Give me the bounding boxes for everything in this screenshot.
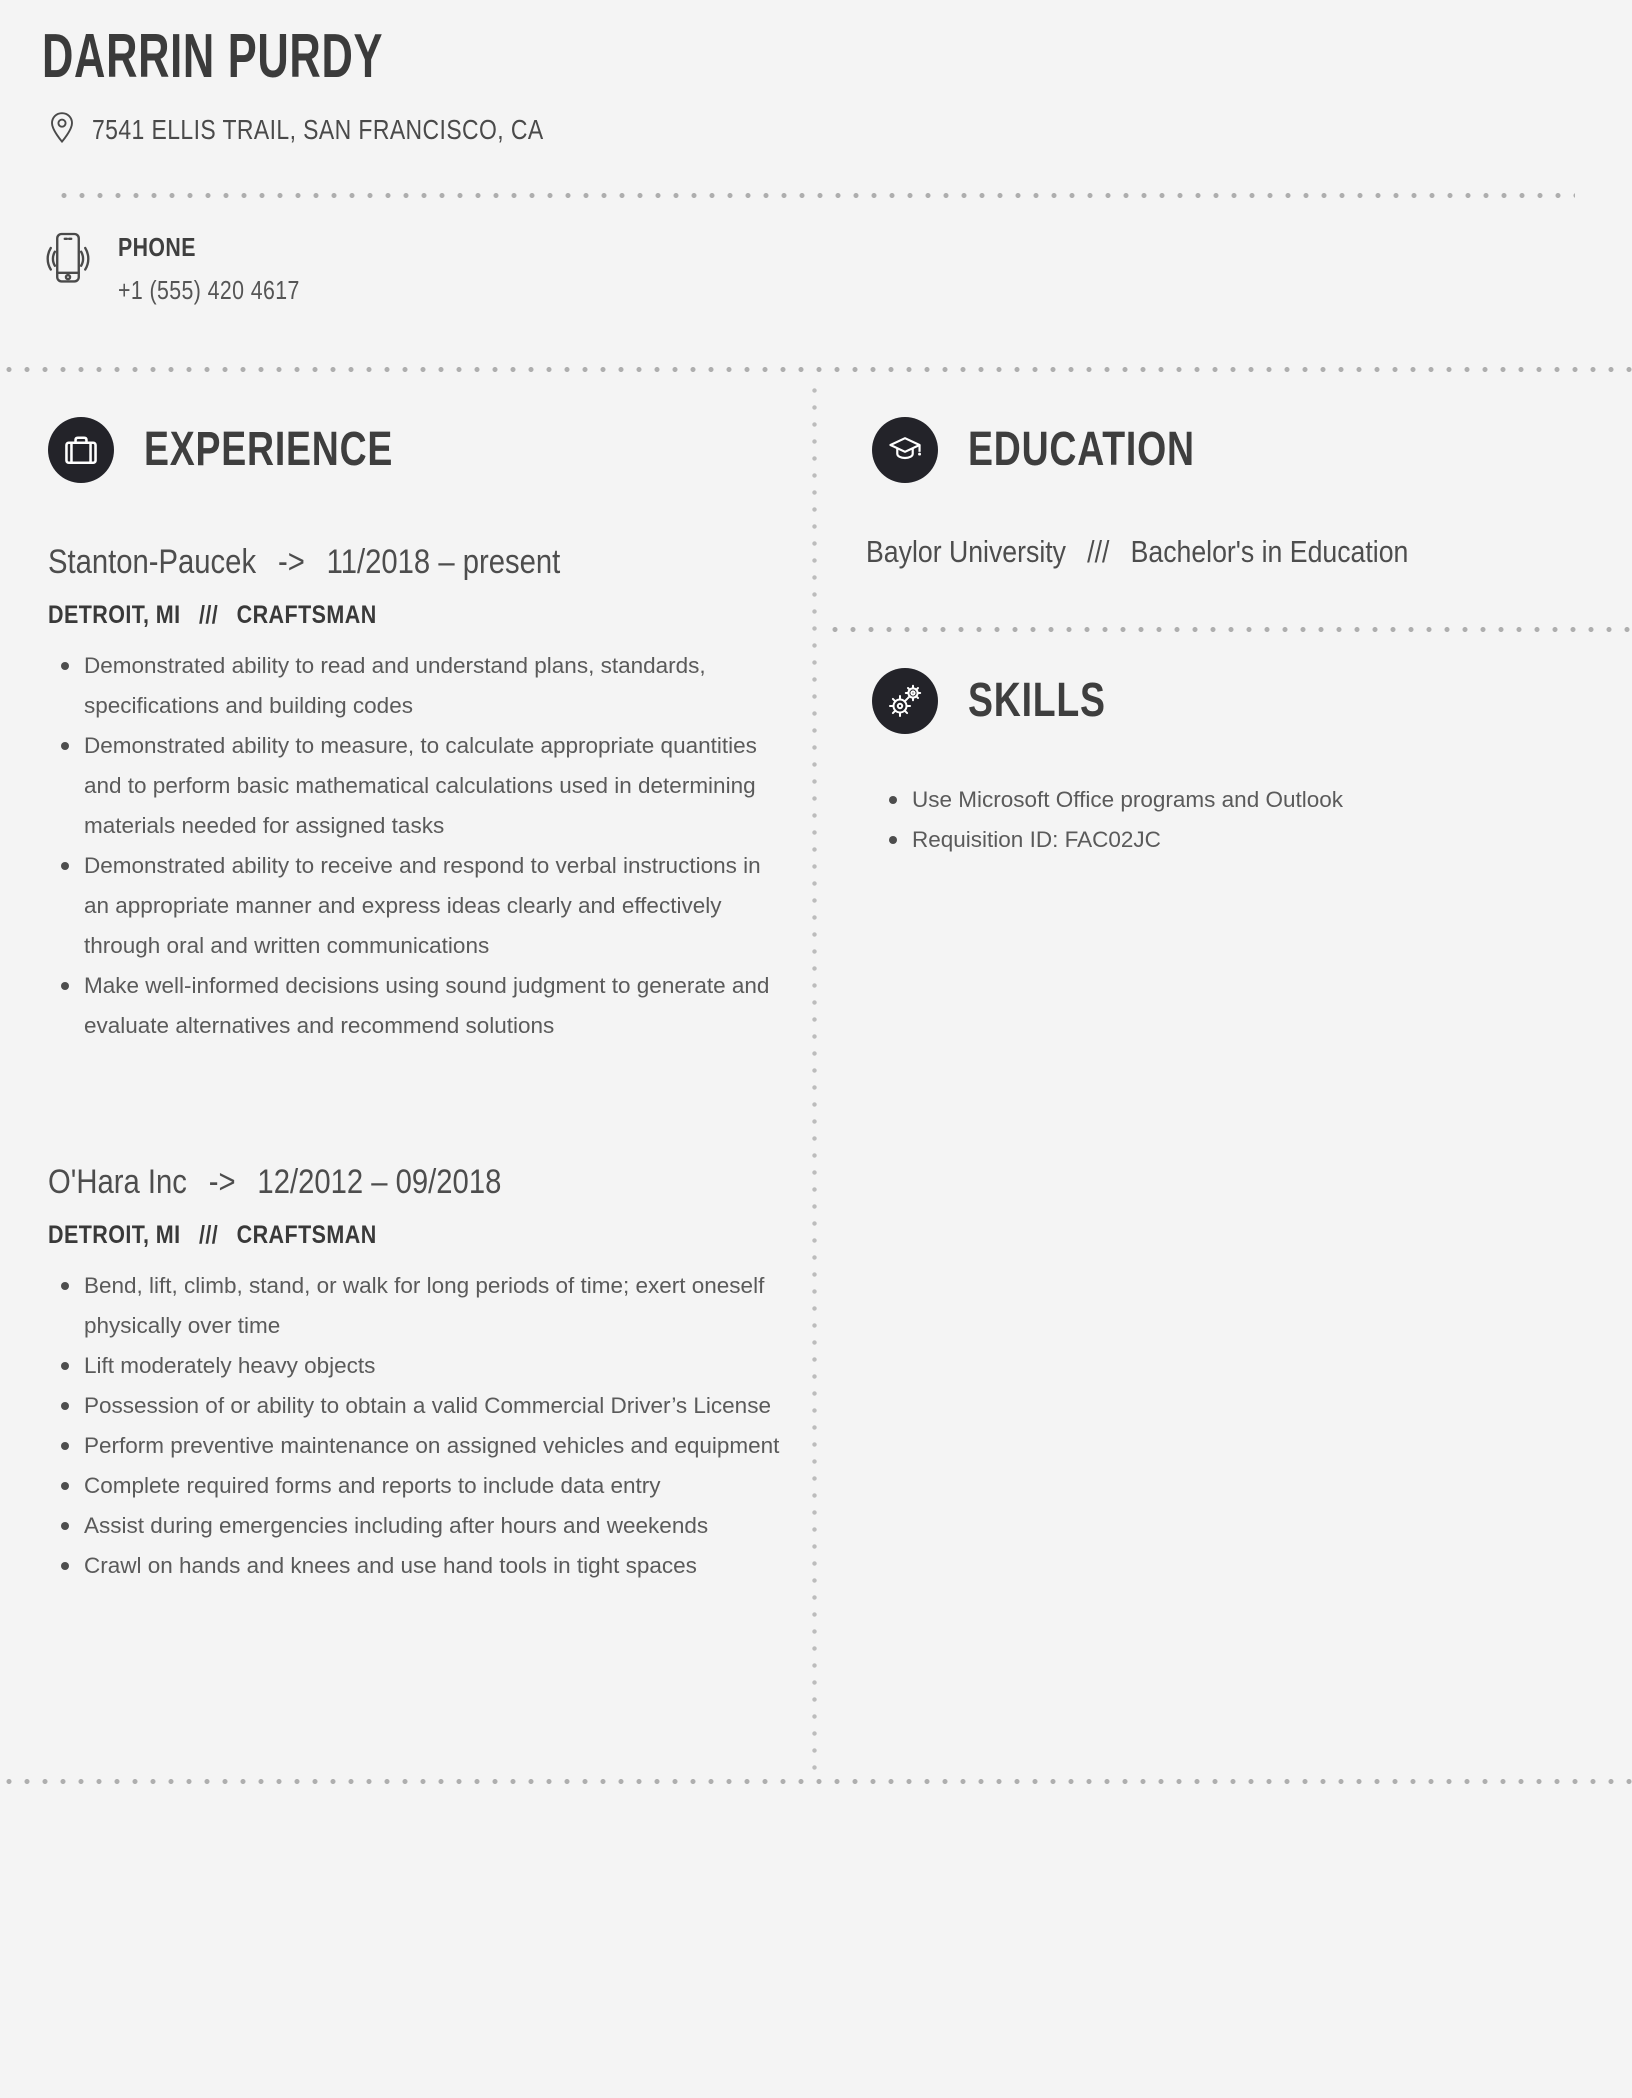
page-title [42, 22, 529, 91]
job-meta-line [48, 1221, 784, 1250]
skill-item: Requisition ID: FAC02JC [876, 820, 1596, 860]
job-role: CRAFTSMAN [236, 1220, 377, 1249]
bullet-item: Bend, lift, climb, stand, or walk for long periods of time; exert oneself physically over time [48, 1266, 784, 1346]
slash-separator: /// [1087, 534, 1110, 569]
section-divider-top [0, 366, 1632, 373]
phone-icon [40, 228, 96, 306]
name-text: DARRIN PURDY [42, 22, 384, 91]
job-company-line [48, 542, 784, 583]
skills-title: SKILLS [968, 674, 1106, 727]
job-meta-line [48, 601, 784, 630]
job-entry [48, 1162, 784, 1586]
phone-label: PHONE [118, 232, 196, 262]
graduation-cap-icon [872, 417, 938, 483]
phone-value: +1 (555) 420 4617 [118, 275, 300, 305]
education-divider [826, 626, 1632, 633]
header-divider [55, 192, 1575, 199]
experience-title: EXPERIENCE [144, 423, 394, 476]
bullet-item: Complete required forms and reports to include data entry [48, 1466, 784, 1506]
school-name: Baylor University [866, 534, 1067, 569]
phone-texts [118, 228, 340, 306]
experience-section-header [48, 417, 463, 483]
job-entry [48, 542, 784, 1046]
job-bullet-list [48, 646, 784, 1046]
briefcase-icon [48, 417, 114, 483]
degree-name: Bachelor's in Education [1130, 534, 1409, 569]
slash-separator: /// [198, 600, 219, 629]
arrow-separator: -> [277, 543, 305, 581]
location-row [46, 110, 643, 150]
education-section-header [872, 417, 1259, 483]
skill-item: Use Microsoft Office programs and Outlook [876, 780, 1596, 820]
arrow-separator: -> [208, 1163, 236, 1201]
bullet-item: Possession of or ability to obtain a valid Commercial Driver’s License [48, 1386, 784, 1426]
bullet-item: Make well-informed decisions using sound judgment to generate and evaluate alternatives and recommend solutions [48, 966, 784, 1046]
bullet-item: Lift moderately heavy objects [48, 1346, 784, 1386]
skills-list [876, 780, 1596, 860]
job-dates: 12/2012 – 09/2018 [257, 1163, 502, 1201]
job-bullet-list [48, 1266, 784, 1586]
bullet-item: Perform preventive maintenance on assigned vehicles and equipment [48, 1426, 784, 1466]
bullet-item: Crawl on hands and knees and use hand tools in tight spaces [48, 1546, 784, 1586]
bullet-item: Demonstrated ability to measure, to calculate appropriate quantities and to perform basic mathematical calculations used in determining materials needed for assigned tasks [48, 726, 784, 846]
gears-icon [872, 668, 938, 734]
job-dates: 11/2018 – present [326, 543, 561, 581]
slash-separator: /// [198, 1220, 219, 1249]
education-entry [866, 534, 1497, 570]
phone-block [40, 228, 340, 306]
location-text: 7541 ELLIS TRAIL, SAN FRANCISCO, CA [92, 114, 544, 145]
company-name: Stanton-Paucek [48, 543, 257, 581]
section-divider-bottom [0, 1778, 1632, 1785]
job-location: DETROIT, MI [48, 600, 181, 629]
column-divider [812, 382, 817, 1772]
bullet-item: Assist during emergencies including after hours and weekends [48, 1506, 784, 1546]
skills-section-header [872, 668, 1145, 734]
company-name: O'Hara Inc [48, 1163, 187, 1201]
location-pin-icon [46, 110, 78, 150]
bullet-item: Demonstrated ability to receive and respond to verbal instructions in an appropriate manner and express ideas clearly and effectively through oral and written communications [48, 846, 784, 966]
bullet-item: Demonstrated ability to read and understand plans, standards, specifications and building codes [48, 646, 784, 726]
job-company-line [48, 1162, 784, 1203]
job-role: CRAFTSMAN [236, 600, 377, 629]
education-title: EDUCATION [968, 423, 1195, 476]
job-location: DETROIT, MI [48, 1220, 181, 1249]
